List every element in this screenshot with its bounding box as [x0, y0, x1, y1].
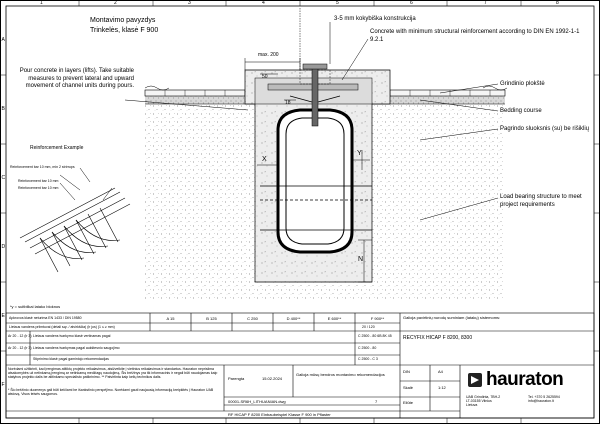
ruler-side-e: E	[1, 313, 5, 319]
title-line-2: Trinkelės, klasė F 900	[90, 27, 159, 34]
ruler-top-4: 4	[262, 0, 265, 6]
skale-value: 1:12	[438, 385, 446, 390]
din-label: DIN	[403, 369, 410, 374]
label-bedding: Bedding course	[500, 108, 542, 114]
dim-y: Y	[357, 150, 362, 157]
class-c250: C 250	[247, 316, 258, 321]
eilute-label: Eilūte	[403, 400, 414, 405]
row5-value: C 2500 - C 3	[358, 357, 378, 361]
param-title: Galioja pavirtinių nurodų suminiam (latakų) sistemoms:	[403, 315, 501, 320]
company-address: UAB Grindinta, 7BH-2 LT-03155 Vilnius Lietuva	[466, 395, 501, 408]
ruler-side-a: A	[1, 37, 5, 43]
parengta-value: 15.02.2024	[262, 376, 283, 381]
footnote: *y = suitbilkai latako bloknos	[10, 304, 61, 309]
label-pagrindo: Pagrindo sluoksnis (su) be rišiklių	[500, 126, 590, 132]
label-load-bearing: Load bearing structure to meet project requirements	[500, 194, 582, 208]
label-reinf-bar-2: Reinforcement bar 10 mm	[18, 179, 59, 183]
row3-mid: Lietaus vandens tvarkymo klasė vertinamas pagal	[33, 334, 111, 338]
row4-label: Ar 20 - 12 (ir 3)	[8, 346, 32, 350]
dim-50: 50	[262, 74, 268, 80]
ruler-top-3: 3	[188, 0, 191, 6]
company-contact: Tel. +370 5 2625594 info@hauraton.lt	[528, 395, 560, 404]
class-d400: D 400**	[286, 316, 301, 321]
title-line-1: Montavimo pavyzdys	[90, 17, 156, 24]
skale-label: Skalė	[403, 385, 414, 390]
parengta-label: Parengta	[228, 376, 245, 381]
caption: RF HICAP F 8200 Einbaubeispiel Klasse F 900 in Pflaster	[228, 412, 331, 417]
product-name: RECYFIX HICAP F 8200, 8300	[403, 335, 473, 341]
ruler-top-8: 8	[556, 0, 559, 6]
label-pour-concrete: Pour concrete in layers (lifts). Take suitable measures to prevent lateral and upward movement of channel units during pours.	[19, 68, 134, 89]
row2-value: 20 / 120	[362, 325, 375, 329]
galioja-text: Galioja mūsų bendros montavimo rekomendacijos	[296, 372, 385, 377]
ruler-top-2: 2	[114, 0, 117, 6]
dim-n: N	[358, 256, 364, 263]
row2-label: Lietaus vandens priimtuvai (detali sąr. / atvirkščia) (ir jos) (1 ≤ ≥ mm)	[9, 325, 115, 329]
class-f900: F 900**	[370, 316, 385, 321]
logo-text: hauraton	[486, 369, 564, 390]
file-name: 00001-SR6H_LITHUANIAN.dwg	[228, 399, 286, 404]
row4-mid: Lietaus vandens tvarkymas pagal aukštesnio saugojimo	[33, 346, 120, 350]
dim-max: max. 200	[258, 52, 279, 58]
label-grindinio: Grindinio plokštė	[500, 81, 545, 87]
label-reinf-bar-1: Reinforcement bar 10 mm, min 2 strirrups	[10, 165, 75, 169]
hauraton-logo	[468, 368, 578, 392]
notes: Norėdami užtikrinti, kad įrengimas atitiktų projekto reikalavimus, atsižvelkite į vietinius reikalavimus ir standartus. Hauraton neprisiima atsakomybės už netinkamą įrengimą ar netinkamą medžiagų naudojimą. Šis brėžinys yra tik informacinis ir negali būti naudojamas kaip statybos projekto dalis be atitinkamo specialisto patikrinimo. ** Patvirtinta kaip kelių technikos dalis.	[8, 367, 218, 380]
label-reinf-example: Reinforcement Example	[30, 145, 84, 151]
label-kokybiska: 3-5 mm kokybiška konstrukcija	[334, 16, 416, 22]
notes-2: * Šio brėžinio duomenys gali būti keičiami be išankstinio perspėjimo. Norėdami gauti naujausią informaciją kreipkitės į Hauraton UAB atstovą. Visos teisės saugomos.	[8, 388, 214, 397]
file-rev: 7	[375, 399, 378, 404]
row5-mid: Stiprinimo klasė pagal gamintojo rekomendacijas	[33, 357, 109, 361]
ruler-side-c: C	[1, 175, 6, 181]
ruler-top-5: 5	[336, 0, 339, 6]
norm-row: Apkrovos klasė neturima EN 1433 / DIN 19580	[9, 316, 82, 320]
ruler-top-1: 1	[40, 0, 43, 6]
dim-x: X	[262, 156, 267, 163]
row3-label: Ar 20 - 12 (ir 3)	[8, 334, 32, 338]
label-reinf-bar-3: Reinforcement bar 10 mm	[18, 186, 59, 190]
logo-mark-icon	[468, 373, 482, 387]
row4-value: C 2500 - 80	[358, 346, 377, 350]
label-reinforcement: Concrete with minimum structural reinforcement according to DIN EN 1992-1-1 9.2.1	[370, 29, 580, 43]
dim-18: 18	[285, 100, 291, 106]
ruler-side-b: B	[1, 106, 5, 112]
row3-value: C 2500 - 80 6B 8K 45	[358, 334, 392, 338]
ruler-side-f: F	[1, 382, 5, 388]
class-b125: B 125	[206, 316, 217, 321]
din-value: A4	[438, 369, 443, 374]
class-e600: E 600**	[327, 316, 342, 321]
ruler-top-6: 6	[410, 0, 413, 6]
ruler-top-7: 7	[484, 0, 487, 6]
class-a15: A 15	[166, 316, 175, 321]
ruler-side-d: D	[1, 244, 6, 250]
